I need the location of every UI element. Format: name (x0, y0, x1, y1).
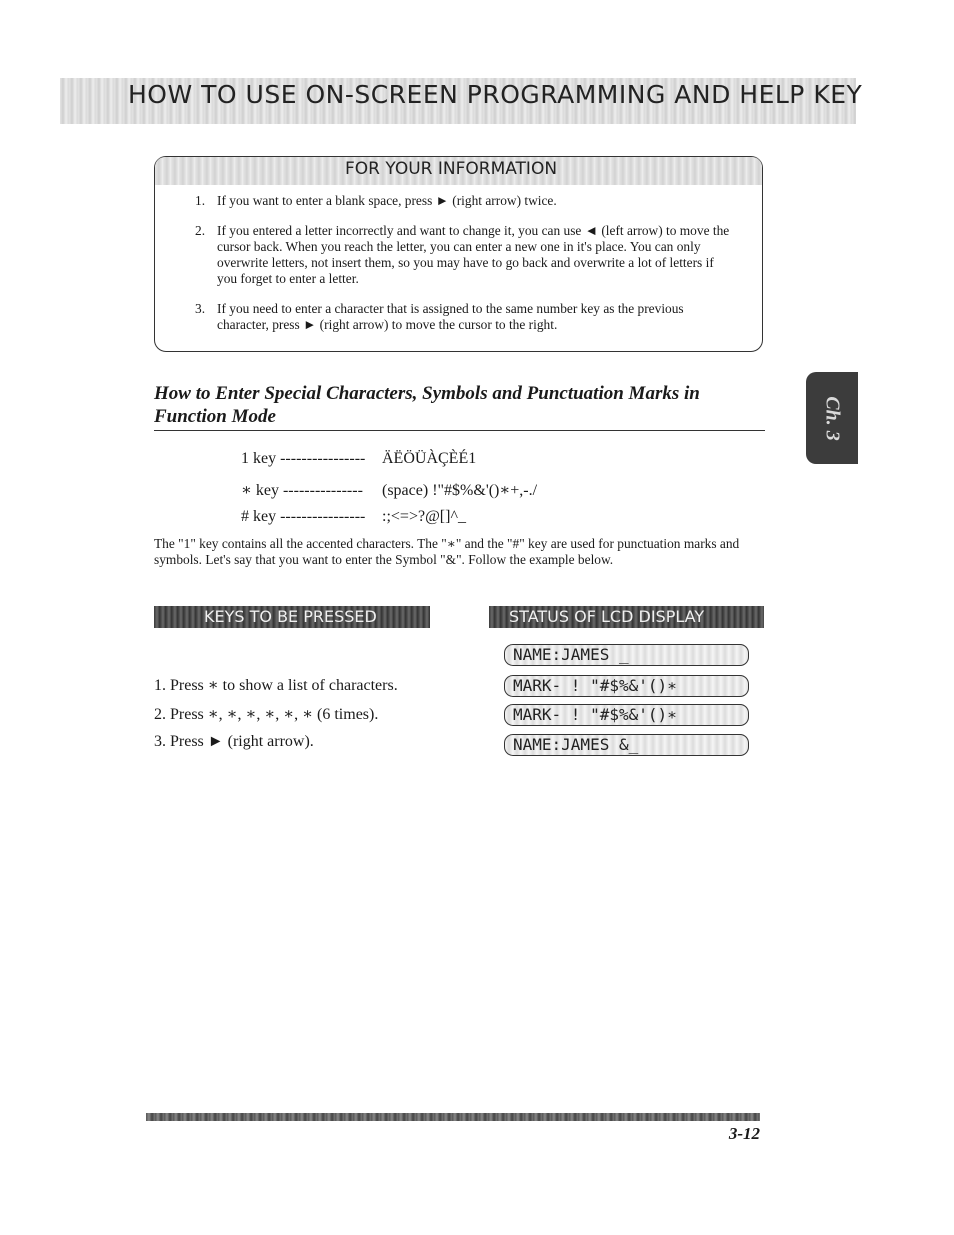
info-item-number: 1. (195, 193, 206, 208)
lcd-display-line: MARK- ! "#$%&'()∗ (504, 704, 749, 726)
key-characters: (space) !"#$%&'()∗+,-./ (382, 482, 538, 499)
info-item-text: If you need to enter a character that is assigned to the same number key as the previous character, press ► (right arrow) to move the cursor to the right. (217, 301, 684, 332)
info-item-number: 3. (195, 301, 206, 316)
info-item-text: If you want to enter a blank space, press ► (right arrow) twice. (217, 193, 557, 208)
step-2: 2. Press ∗, ∗, ∗, ∗, ∗, ∗ (6 times). (154, 706, 379, 723)
info-list (185, 193, 730, 347)
key-row-hash (241, 508, 466, 526)
info-item-number: 2. (195, 223, 206, 238)
info-item-text: If you entered a letter incorrectly and want to change it, you can use ◄ (left arrow) to move the cursor back. When you reach the letter, you can enter a new one in it's place. You can only overwrite letters, not insert them, so you may have to go back and overwrite a lot of letters if you forget to enter a letter. (217, 223, 730, 286)
page-number: 3-12 (728, 1124, 760, 1143)
lcd-display-line: NAME:JAMES &_ (504, 734, 749, 756)
page-title: HOW TO USE ON-SCREEN PROGRAMMING AND HELP KEY (128, 80, 863, 109)
description-paragraph: The "1" key contains all the accented characters. The "∗" and the "#" key are used for punctuation marks and symbols. Let's say that you want to enter the Symbol "&". Follow the example below. (154, 536, 740, 567)
key-label: ∗ key --------------- (241, 482, 363, 499)
chapter-tab-label: Ch. 3 (821, 395, 844, 441)
section-title: How to Enter Special Characters, Symbols and Punctuation Marks in Function Mode (154, 382, 765, 431)
info-item (185, 193, 730, 209)
key-label: 1 key ---------------- (241, 450, 366, 467)
info-box-header (155, 157, 762, 185)
lcd-display-line: NAME:JAMES _ (504, 644, 749, 666)
key-label: # key ---------------- (241, 508, 366, 525)
info-item (185, 223, 730, 287)
chapter-tab (806, 372, 858, 464)
info-item (185, 301, 730, 333)
key-row-star (241, 480, 537, 500)
info-box-title: FOR YOUR INFORMATION (345, 159, 558, 179)
footer-rule (146, 1113, 760, 1121)
step-3: 3. Press ► (right arrow). (154, 733, 314, 750)
key-characters: ÄËÖÜÀÇÈÉ1 (382, 450, 477, 467)
key-characters: :;<=>?@[]^_ (382, 508, 466, 525)
step-1: 1. Press ∗ to show a list of characters. (154, 677, 398, 694)
lcd-display-line: MARK- ! "#$%&'()∗ (504, 675, 749, 697)
lcd-status-header: STATUS OF LCD DISPLAY (489, 606, 764, 628)
keys-to-be-pressed-header: KEYS TO BE PRESSED (154, 606, 430, 628)
key-row-1 (241, 450, 476, 468)
info-box (154, 156, 763, 352)
